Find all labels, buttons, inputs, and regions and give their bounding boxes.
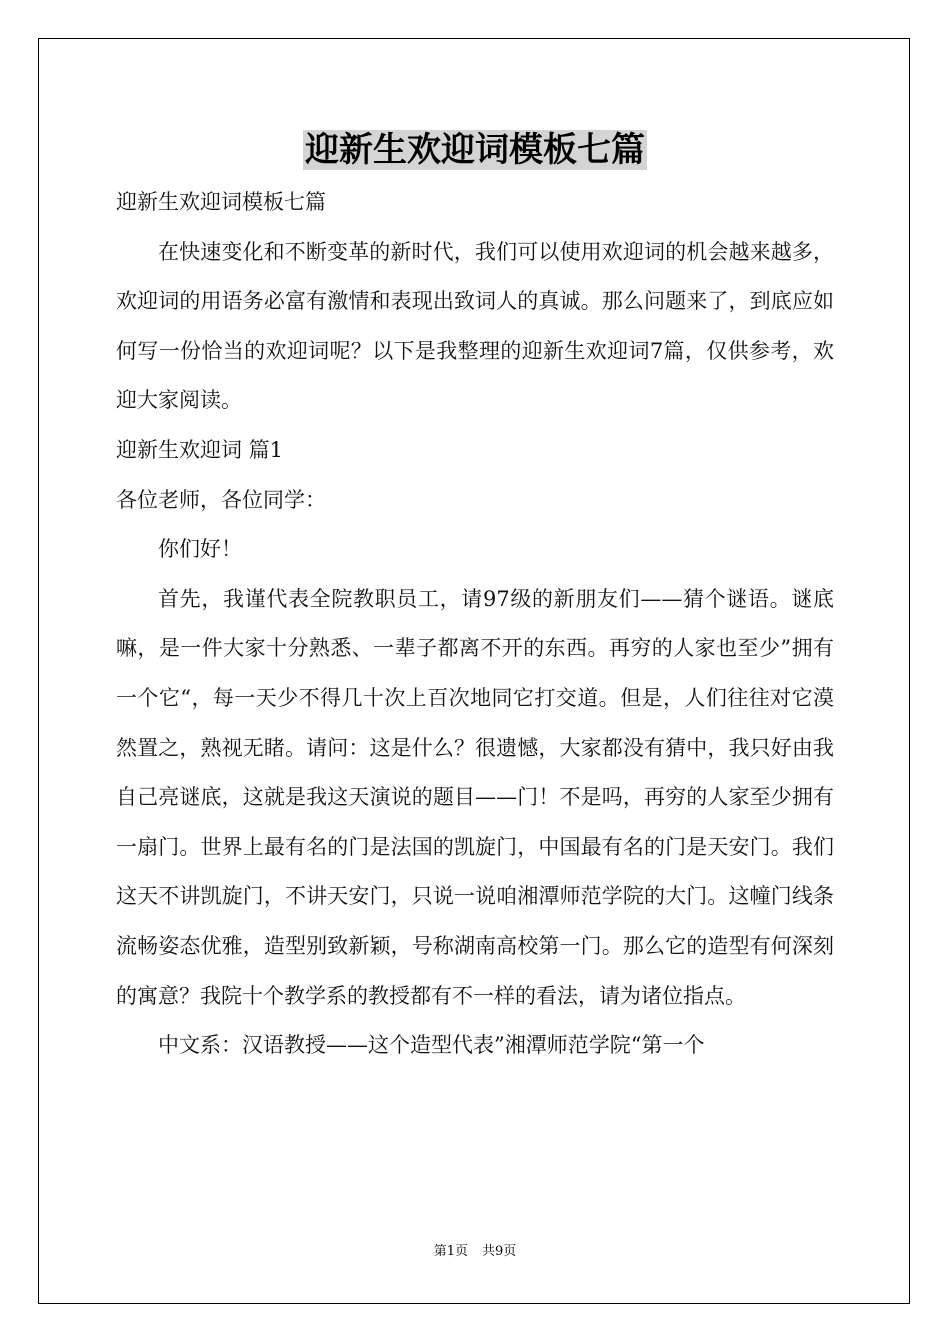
paragraph-greeting: 你们好！: [158, 537, 242, 562]
document-title: [0, 126, 950, 174]
paragraph-salutation: 各位老师，各位同学：: [116, 487, 326, 512]
page-total: 共9页: [482, 1244, 517, 1259]
page-footer: [0, 1240, 950, 1259]
paragraph-intro: 在快速变化和不断变革的新时代，我们可以使用欢迎词的机会越来越多，欢迎词的用语务必富有激情和表现出致词人的真诚。那么问题来了，到底应如何写一份恰当的欢迎词呢？以下是我整理的迎新生欢迎词7篇，仅供参考，欢迎大家阅读。: [116, 239, 834, 413]
paragraph-subtitle: 迎新生欢迎词模板七篇: [116, 190, 326, 214]
section-heading: 迎新生欢迎词 篇1: [116, 437, 284, 462]
paragraph-continued: 中文系：汉语教授——这个造型代表”湘潭师范学院“第一个: [158, 1033, 705, 1058]
document-body: [116, 178, 834, 1071]
page-number: 第1页: [433, 1244, 468, 1259]
paragraph-main: 首先，我谨代表全院教职员工，请97级的新朋友们——猜个谜语。谜底嘛，是一件大家十分熟悉、一辈子都离不开的东西。再穷的人家也至少”拥有一个它“，每一天少不得几十次上百次地同它打交道。但是，人们往往对它漠然置之，熟视无睹。请问：这是什么？很遗憾，大家都没有猜中，我只好由我自己亮谜底，这就是我这天演说的题目——门！不是吗，再穷的人家至少拥有一扇门。世界上最有名的门是法国的凯旋门，中国最有名的门是天安门。我们这天不讲凯旋门，不讲天安门，只说一说咱湘潭师范学院的大门。这幢门线条流畅姿态优雅，造型别致新颖，号称湖南高校第一门。那么它的造型有何深刻的寓意？我院十个教学系的教授都有不一样的看法，请为诸位指点。: [116, 586, 834, 1008]
document-title-text: 迎新生欢迎词模板七篇: [305, 130, 645, 170]
